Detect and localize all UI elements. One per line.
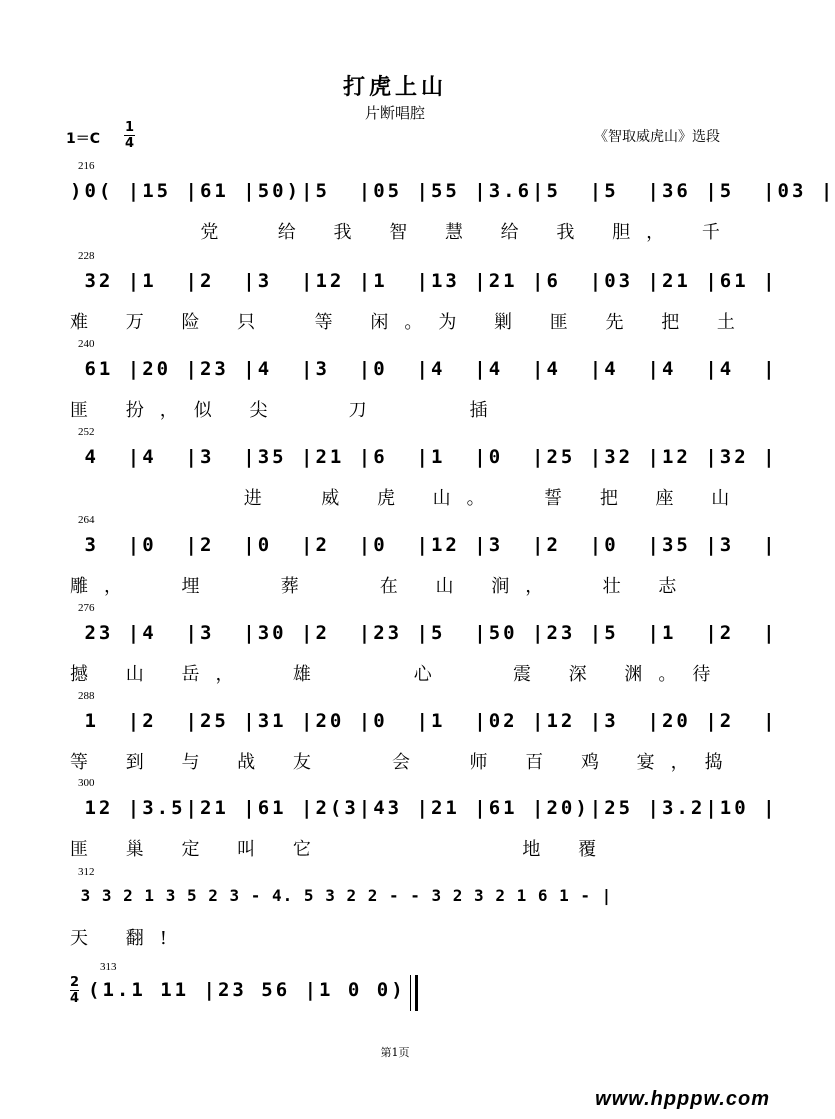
measure-number: 312 bbox=[78, 866, 95, 878]
lyrics-line: 匪 巢 定 叫 它 地 覆 bbox=[70, 839, 613, 860]
notation-line: 1 |2 |25 |31 |20 |0 |1 |02 |12 |3 |20 |2 | bbox=[70, 710, 778, 732]
lyrics-line: 难 万 险 只 等 闲。为 剿 匪 先 把 土 bbox=[70, 312, 751, 333]
score-system bbox=[70, 866, 730, 956]
score-subtitle: 片断唱腔 bbox=[364, 104, 425, 122]
score-system bbox=[70, 426, 778, 516]
score-system bbox=[70, 338, 778, 428]
notation-line: 4 |4 |3 |35 |21 |6 |1 |0 |25 |32 |12 |32 | bbox=[70, 446, 778, 468]
measure-number: 216 bbox=[78, 160, 95, 172]
page-number: 第1页 bbox=[380, 1046, 410, 1059]
notation-line: 3 |0 |2 |0 |2 |0 |12 |3 |2 |0 |35 |3 | bbox=[70, 534, 778, 556]
notation-line: 61 |20 |23 |4 |3 |0 |4 |4 |4 |4 |4 |4 | bbox=[70, 358, 778, 380]
time-signature-numerator: 1 bbox=[125, 120, 135, 135]
measure-number: 240 bbox=[78, 338, 95, 350]
time-signature bbox=[124, 120, 135, 151]
notation-line: 12 |3.5|21 |61 |2(3|43 |21 |61 |20)|25 |3.2|10 | bbox=[70, 797, 778, 819]
source-note: 《智取威虎山》选段 bbox=[594, 129, 720, 145]
time-signature-denominator: 4 bbox=[125, 136, 135, 151]
score-system bbox=[70, 160, 835, 250]
score-title: 打虎上山 bbox=[342, 74, 447, 100]
notation-line: 23 |4 |3 |30 |2 |23 |5 |50 |23 |5 |1 |2 | bbox=[70, 622, 778, 644]
measure-number: 313 bbox=[100, 961, 117, 973]
lyrics-line: 党 给 我 智 慧 给 我 胆， 千 bbox=[70, 222, 736, 243]
measure-number: 252 bbox=[78, 426, 95, 438]
notation-line: )0( |15 |61 |50)|5 |05 |55 |3.6|5 |5 |36 |5 |03 | bbox=[70, 180, 835, 202]
lyrics-line: 等 到 与 战 友 会 师 百 鸡 宴，捣 bbox=[70, 752, 739, 773]
lyrics-line: 天 翻! bbox=[70, 928, 183, 949]
closing-time-signature-numerator: 2 bbox=[70, 975, 80, 990]
notation-line: 3 3 2 1 3 5 2 3 - 4. 5 3 2 2 - - 3 2 3 2 1 6 1 - | bbox=[70, 886, 613, 905]
measure-number: 288 bbox=[78, 690, 95, 702]
measure-number: 228 bbox=[78, 250, 95, 262]
measure-number: 276 bbox=[78, 602, 95, 614]
notation-line: 32 |1 |2 |3 |12 |1 |13 |21 |6 |03 |21 |61 | bbox=[70, 270, 778, 292]
lyrics-line: 进 威 虎 山。 誓 把 座 山 bbox=[70, 488, 746, 509]
score-system bbox=[70, 690, 778, 780]
lyrics-line: 匪 扮，似 尖 刀 插 bbox=[70, 400, 504, 421]
final-barline bbox=[410, 975, 418, 1011]
site-watermark: www.hpppw.com bbox=[595, 1088, 770, 1110]
measure-number: 264 bbox=[78, 514, 95, 526]
measure-number: 300 bbox=[78, 777, 95, 789]
score-system bbox=[70, 777, 778, 867]
closing-notation-line: (1.1 11 |23 56 |1 0 0) bbox=[88, 979, 406, 1001]
closing-time-signature bbox=[70, 975, 79, 1006]
score-system bbox=[70, 250, 778, 340]
score-system bbox=[70, 514, 778, 604]
lyrics-line: 雕， 埋 葬 在 山 涧， 壮 志 bbox=[70, 576, 693, 597]
closing-time-signature-denominator: 4 bbox=[70, 991, 80, 1006]
key-signature: 1＝C bbox=[66, 131, 101, 147]
score-system bbox=[70, 602, 778, 692]
lyrics-line: 撼 山 岳， 雄 心 震 深 渊。待 bbox=[70, 664, 727, 685]
